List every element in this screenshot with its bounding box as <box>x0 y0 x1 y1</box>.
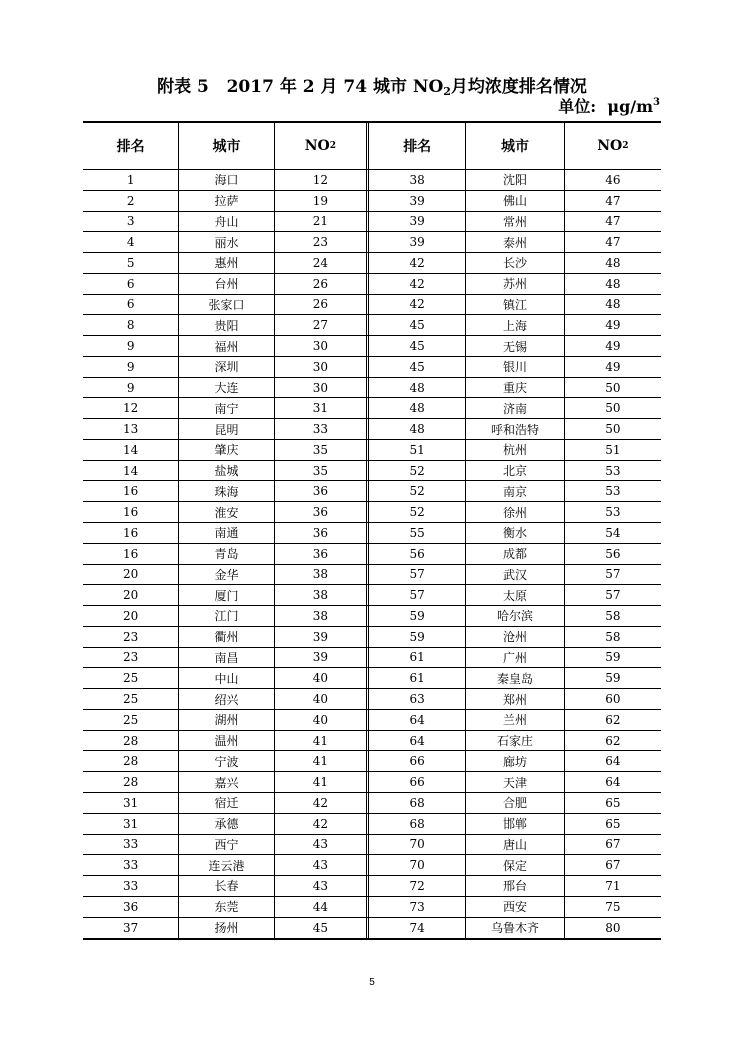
cell-no2-right: 62 <box>605 733 621 748</box>
cell-city-left: 惠州 <box>179 253 274 273</box>
cell-rank-right: 51 <box>369 440 466 460</box>
cell-rank-left: 8 <box>83 315 179 335</box>
table-header <box>83 123 661 170</box>
table-title: 附表 5 2017 年 2 月 74 城市 $NO_2$月均浓度排名情况 <box>157 77 587 98</box>
cell-rank-left: 36 <box>83 897 179 917</box>
cell-city-left: 长春 <box>179 876 274 896</box>
cell-no2-right: 50 <box>605 422 621 437</box>
cell-rank-left: 16 <box>83 523 179 543</box>
cell-city-right: 北京 <box>466 461 564 481</box>
cell-city-right: 常州 <box>466 212 564 232</box>
cell-city-right: 南京 <box>466 481 564 501</box>
cell-city-right: 成都 <box>466 544 564 564</box>
header-rank-left: 排名 <box>83 123 179 169</box>
table-row <box>83 378 661 399</box>
table-row <box>83 606 661 627</box>
cell-rank-left: 31 <box>83 814 179 834</box>
cell-no2-right: 58 <box>605 608 621 623</box>
cell-no2-left: 40 <box>275 689 369 709</box>
cell-rank-right: 59 <box>369 627 466 647</box>
cell-rank-left: 33 <box>83 835 179 855</box>
cell-no2-left: 19 <box>275 191 369 211</box>
cell-no2-right: 62 <box>605 712 621 727</box>
cell-city-right: 秦皇岛 <box>466 668 564 688</box>
cell-city-left: 衢州 <box>179 627 274 647</box>
cell-no2-left: 21 <box>275 212 369 232</box>
header-city-left: 城市 <box>179 123 274 169</box>
cell-rank-right: 42 <box>369 253 466 273</box>
cell-rank-right: 52 <box>369 481 466 501</box>
table-row <box>83 668 661 689</box>
cell-no2-left: 38 <box>275 606 369 626</box>
cell-no2-right: 59 <box>605 650 621 665</box>
cell-rank-left: 23 <box>83 648 179 668</box>
cell-no2-right: 47 <box>605 235 621 250</box>
header-no2-right: NO 2 <box>597 138 629 154</box>
cell-rank-right: 42 <box>369 295 466 315</box>
cell-city-left: 宿迁 <box>179 793 274 813</box>
cell-city-right: 广州 <box>466 648 564 668</box>
cell-city-right: 哈尔滨 <box>466 606 564 626</box>
cell-city-right: 西安 <box>466 897 564 917</box>
cell-rank-left: 3 <box>83 212 179 232</box>
cell-no2-right: 75 <box>605 899 621 914</box>
cell-city-left: 宁波 <box>179 751 274 771</box>
cell-city-right: 杭州 <box>466 440 564 460</box>
cell-city-left: 青岛 <box>179 544 274 564</box>
table-row <box>83 710 661 731</box>
cell-rank-left: 5 <box>83 253 179 273</box>
cell-city-right: 邯郸 <box>466 814 564 834</box>
table-row <box>83 481 661 502</box>
table-row <box>83 440 661 461</box>
cell-city-left: 淮安 <box>179 502 274 522</box>
cell-no2-right: 54 <box>605 525 621 540</box>
cell-no2-right: 65 <box>605 795 621 810</box>
cell-city-right: 苏州 <box>466 274 564 294</box>
cell-no2-right: 50 <box>605 380 621 395</box>
cell-city-left: 湖州 <box>179 710 274 730</box>
table-row <box>83 419 661 440</box>
table-row <box>83 315 661 336</box>
cell-city-left: 海口 <box>179 170 274 190</box>
table-body <box>83 170 661 938</box>
cell-city-right: 长沙 <box>466 253 564 273</box>
cell-no2-left: 43 <box>275 835 369 855</box>
cell-no2-left: 33 <box>275 419 369 439</box>
table-row <box>83 627 661 648</box>
cell-no2-left: 36 <box>275 544 369 564</box>
cell-rank-right: 70 <box>369 855 466 875</box>
cell-no2-left: 26 <box>275 295 369 315</box>
cell-city-right: 保定 <box>466 855 564 875</box>
cell-city-left: 昆明 <box>179 419 274 439</box>
cell-no2-right: 49 <box>605 339 621 353</box>
cell-no2-left: 40 <box>275 710 369 730</box>
table-row <box>83 814 661 835</box>
cell-no2-left: 39 <box>275 627 369 647</box>
cell-no2-right: 64 <box>605 754 621 769</box>
table-row <box>83 793 661 814</box>
cell-rank-left: 9 <box>83 336 179 356</box>
ranking-table <box>83 121 661 940</box>
cell-city-right: 上海 <box>466 315 564 335</box>
table-row <box>83 336 661 357</box>
table-row <box>83 523 661 544</box>
cell-no2-right: 49 <box>605 318 621 333</box>
cell-no2-left: 38 <box>275 565 369 585</box>
cell-rank-left: 16 <box>83 544 179 564</box>
cell-city-left: 江门 <box>179 606 274 626</box>
cell-no2-left: 43 <box>275 876 369 896</box>
cell-no2-left: 41 <box>275 731 369 751</box>
cell-rank-right: 55 <box>369 523 466 543</box>
cell-city-left: 贵阳 <box>179 315 274 335</box>
cell-city-left: 南昌 <box>179 648 274 668</box>
cell-city-right: 佛山 <box>466 191 564 211</box>
cell-city-right: 邢台 <box>466 876 564 896</box>
cell-rank-left: 4 <box>83 232 179 252</box>
cell-no2-right: 67 <box>605 837 621 852</box>
cell-no2-left: 44 <box>275 897 369 917</box>
cell-rank-left: 28 <box>83 751 179 771</box>
cell-no2-left: 42 <box>275 793 369 813</box>
cell-rank-right: 45 <box>369 336 466 356</box>
cell-no2-right: 48 <box>605 276 621 291</box>
cell-no2-right: 58 <box>605 629 621 644</box>
cell-city-left: 中山 <box>179 668 274 688</box>
cell-rank-left: 1 <box>83 170 179 190</box>
cell-city-right: 泰州 <box>466 232 564 252</box>
table-row <box>83 461 661 482</box>
table-row <box>83 689 661 710</box>
table-row <box>83 170 661 191</box>
cell-no2-right: 59 <box>605 671 621 686</box>
cell-city-left: 金华 <box>179 565 274 585</box>
cell-no2-left: 31 <box>275 398 369 418</box>
cell-rank-right: 48 <box>369 398 466 418</box>
cell-no2-left: 26 <box>275 274 369 294</box>
cell-city-right: 沧州 <box>466 627 564 647</box>
cell-rank-left: 14 <box>83 440 179 460</box>
cell-city-right: 徐州 <box>466 502 564 522</box>
cell-rank-left: 9 <box>83 378 179 398</box>
table-row <box>83 191 661 212</box>
cell-city-right: 唐山 <box>466 835 564 855</box>
cell-no2-left: 41 <box>275 772 369 792</box>
unit-label: 单位: $\mu g/m^3$ <box>558 97 660 116</box>
cell-city-right: 廊坊 <box>466 751 564 771</box>
cell-rank-right: 66 <box>369 772 466 792</box>
cell-no2-left: 42 <box>275 814 369 834</box>
cell-no2-right: 67 <box>605 858 621 873</box>
table-row <box>83 232 661 253</box>
cell-city-left: 深圳 <box>179 357 274 377</box>
table-row <box>83 502 661 523</box>
cell-city-left: 南宁 <box>179 398 274 418</box>
cell-city-left: 温州 <box>179 731 274 751</box>
cell-rank-left: 14 <box>83 461 179 481</box>
cell-rank-left: 25 <box>83 668 179 688</box>
cell-rank-right: 68 <box>369 793 466 813</box>
cell-rank-right: 57 <box>369 565 466 585</box>
cell-no2-right: 53 <box>605 505 621 520</box>
cell-rank-right: 72 <box>369 876 466 896</box>
cell-rank-left: 25 <box>83 689 179 709</box>
cell-city-left: 东莞 <box>179 897 274 917</box>
cell-rank-left: 37 <box>83 918 179 939</box>
cell-no2-left: 23 <box>275 232 369 252</box>
cell-city-left: 台州 <box>179 274 274 294</box>
cell-rank-left: 25 <box>83 710 179 730</box>
cell-rank-right: 52 <box>369 461 466 481</box>
table-row <box>83 253 661 274</box>
cell-rank-left: 2 <box>83 191 179 211</box>
cell-no2-left: 24 <box>275 253 369 273</box>
cell-no2-left: 40 <box>275 668 369 688</box>
cell-city-left: 拉萨 <box>179 191 274 211</box>
cell-no2-left: 35 <box>275 440 369 460</box>
cell-rank-right: 38 <box>369 170 466 190</box>
cell-city-left: 扬州 <box>179 918 274 939</box>
cell-rank-right: 45 <box>369 357 466 377</box>
cell-rank-left: 6 <box>83 274 179 294</box>
cell-rank-left: 6 <box>83 295 179 315</box>
cell-rank-right: 48 <box>369 378 466 398</box>
cell-no2-right: 56 <box>605 546 621 561</box>
table-row <box>83 295 661 316</box>
cell-rank-right: 68 <box>369 814 466 834</box>
cell-city-right: 郑州 <box>466 689 564 709</box>
cell-city-right: 合肥 <box>466 793 564 813</box>
header-no2-left: NO 2 <box>275 123 369 169</box>
cell-city-left: 承德 <box>179 814 274 834</box>
cell-rank-right: 61 <box>369 668 466 688</box>
cell-rank-right: 42 <box>369 274 466 294</box>
cell-city-right: 无锡 <box>466 336 564 356</box>
cell-no2-right: 50 <box>605 401 621 416</box>
cell-no2-left: 27 <box>275 315 369 335</box>
cell-city-left: 丽水 <box>179 232 274 252</box>
cell-no2-left: 30 <box>275 357 369 377</box>
cell-city-left: 连云港 <box>179 855 274 875</box>
cell-city-right: 石家庄 <box>466 731 564 751</box>
cell-rank-right: 64 <box>369 710 466 730</box>
cell-no2-right: 48 <box>605 255 621 270</box>
cell-rank-left: 20 <box>83 606 179 626</box>
cell-no2-right: 80 <box>605 920 621 935</box>
cell-rank-right: 57 <box>369 585 466 605</box>
cell-city-right: 太原 <box>466 585 564 605</box>
cell-no2-right: 60 <box>605 692 621 707</box>
table-row <box>83 835 661 856</box>
cell-rank-left: 28 <box>83 772 179 792</box>
cell-no2-left: 30 <box>275 336 369 356</box>
cell-no2-left: 43 <box>275 855 369 875</box>
table-row <box>83 772 661 793</box>
cell-no2-right: 71 <box>605 878 621 893</box>
cell-no2-left: 36 <box>275 523 369 543</box>
cell-no2-right: 47 <box>605 214 621 229</box>
table-row <box>83 565 661 586</box>
cell-city-left: 嘉兴 <box>179 772 274 792</box>
cell-no2-right: 57 <box>605 567 621 582</box>
cell-rank-right: 52 <box>369 502 466 522</box>
table-row <box>83 398 661 419</box>
cell-city-right: 武汉 <box>466 565 564 585</box>
cell-rank-right: 63 <box>369 689 466 709</box>
cell-rank-left: 12 <box>83 398 179 418</box>
cell-city-left: 肇庆 <box>179 440 274 460</box>
table-row <box>83 648 661 669</box>
cell-rank-right: 64 <box>369 731 466 751</box>
cell-rank-left: 31 <box>83 793 179 813</box>
cell-rank-left: 20 <box>83 585 179 605</box>
cell-rank-left: 23 <box>83 627 179 647</box>
cell-rank-right: 61 <box>369 648 466 668</box>
cell-city-right: 银川 <box>466 357 564 377</box>
cell-no2-left: 39 <box>275 648 369 668</box>
cell-city-right: 重庆 <box>466 378 564 398</box>
cell-no2-left: 35 <box>275 461 369 481</box>
table-row <box>83 731 661 752</box>
cell-rank-left: 13 <box>83 419 179 439</box>
cell-no2-right: 53 <box>605 463 621 478</box>
cell-city-left: 南通 <box>179 523 274 543</box>
cell-rank-left: 9 <box>83 357 179 377</box>
cell-city-right: 乌鲁木齐 <box>466 918 564 939</box>
table-row <box>83 544 661 565</box>
cell-no2-left: 36 <box>275 481 369 501</box>
cell-city-right: 济南 <box>466 398 564 418</box>
cell-rank-left: 28 <box>83 731 179 751</box>
table-row <box>83 357 661 378</box>
cell-rank-right: 45 <box>369 315 466 335</box>
table-row <box>83 212 661 233</box>
cell-rank-right: 48 <box>369 419 466 439</box>
cell-city-right: 衡水 <box>466 523 564 543</box>
cell-city-right: 天津 <box>466 772 564 792</box>
cell-no2-right: 48 <box>605 297 621 312</box>
cell-city-left: 西宁 <box>179 835 274 855</box>
cell-no2-left: 36 <box>275 502 369 522</box>
cell-city-left: 盐城 <box>179 461 274 481</box>
cell-no2-left: 38 <box>275 585 369 605</box>
cell-no2-left: 30 <box>275 378 369 398</box>
cell-city-left: 福州 <box>179 336 274 356</box>
cell-rank-right: 59 <box>369 606 466 626</box>
cell-rank-right: 39 <box>369 232 466 252</box>
cell-city-left: 绍兴 <box>179 689 274 709</box>
cell-rank-left: 20 <box>83 565 179 585</box>
cell-rank-right: 66 <box>369 751 466 771</box>
cell-rank-right: 39 <box>369 191 466 211</box>
table-row <box>83 274 661 295</box>
cell-no2-right: 65 <box>605 816 621 831</box>
table-row <box>83 855 661 876</box>
page-number: 5 <box>369 977 375 988</box>
table-row <box>83 897 661 918</box>
cell-city-right: 镇江 <box>466 295 564 315</box>
cell-rank-left: 16 <box>83 481 179 501</box>
cell-no2-right: 49 <box>605 359 621 374</box>
cell-city-left: 厦门 <box>179 585 274 605</box>
cell-rank-left: 33 <box>83 855 179 875</box>
cell-city-right: 呼和浩特 <box>466 419 564 439</box>
cell-rank-left: 16 <box>83 502 179 522</box>
cell-city-left: 珠海 <box>179 481 274 501</box>
cell-no2-right: 46 <box>605 172 621 187</box>
cell-city-left: 大连 <box>179 378 274 398</box>
cell-rank-right: 73 <box>369 897 466 917</box>
cell-rank-right: 56 <box>369 544 466 564</box>
table-row <box>83 918 661 939</box>
cell-no2-right: 47 <box>605 193 621 208</box>
cell-city-left: 舟山 <box>179 212 274 232</box>
cell-rank-right: 39 <box>369 212 466 232</box>
cell-no2-right: 51 <box>605 442 621 457</box>
cell-rank-left: 33 <box>83 876 179 896</box>
cell-city-right: 兰州 <box>466 710 564 730</box>
cell-no2-right: 53 <box>605 484 621 499</box>
cell-city-left: 张家口 <box>179 295 274 315</box>
cell-no2-left: 41 <box>275 751 369 771</box>
table-row <box>83 585 661 606</box>
cell-rank-right: 70 <box>369 835 466 855</box>
cell-no2-left: 45 <box>275 918 369 939</box>
cell-no2-left: 12 <box>275 170 369 190</box>
cell-rank-right: 74 <box>369 918 466 939</box>
cell-city-right: 沈阳 <box>466 170 564 190</box>
cell-no2-right: 64 <box>605 775 621 790</box>
header-city-right: 城市 <box>466 123 564 169</box>
header-rank-right: 排名 <box>369 123 466 169</box>
cell-no2-right: 57 <box>605 588 621 603</box>
table-row <box>83 751 661 772</box>
table-row <box>83 876 661 897</box>
